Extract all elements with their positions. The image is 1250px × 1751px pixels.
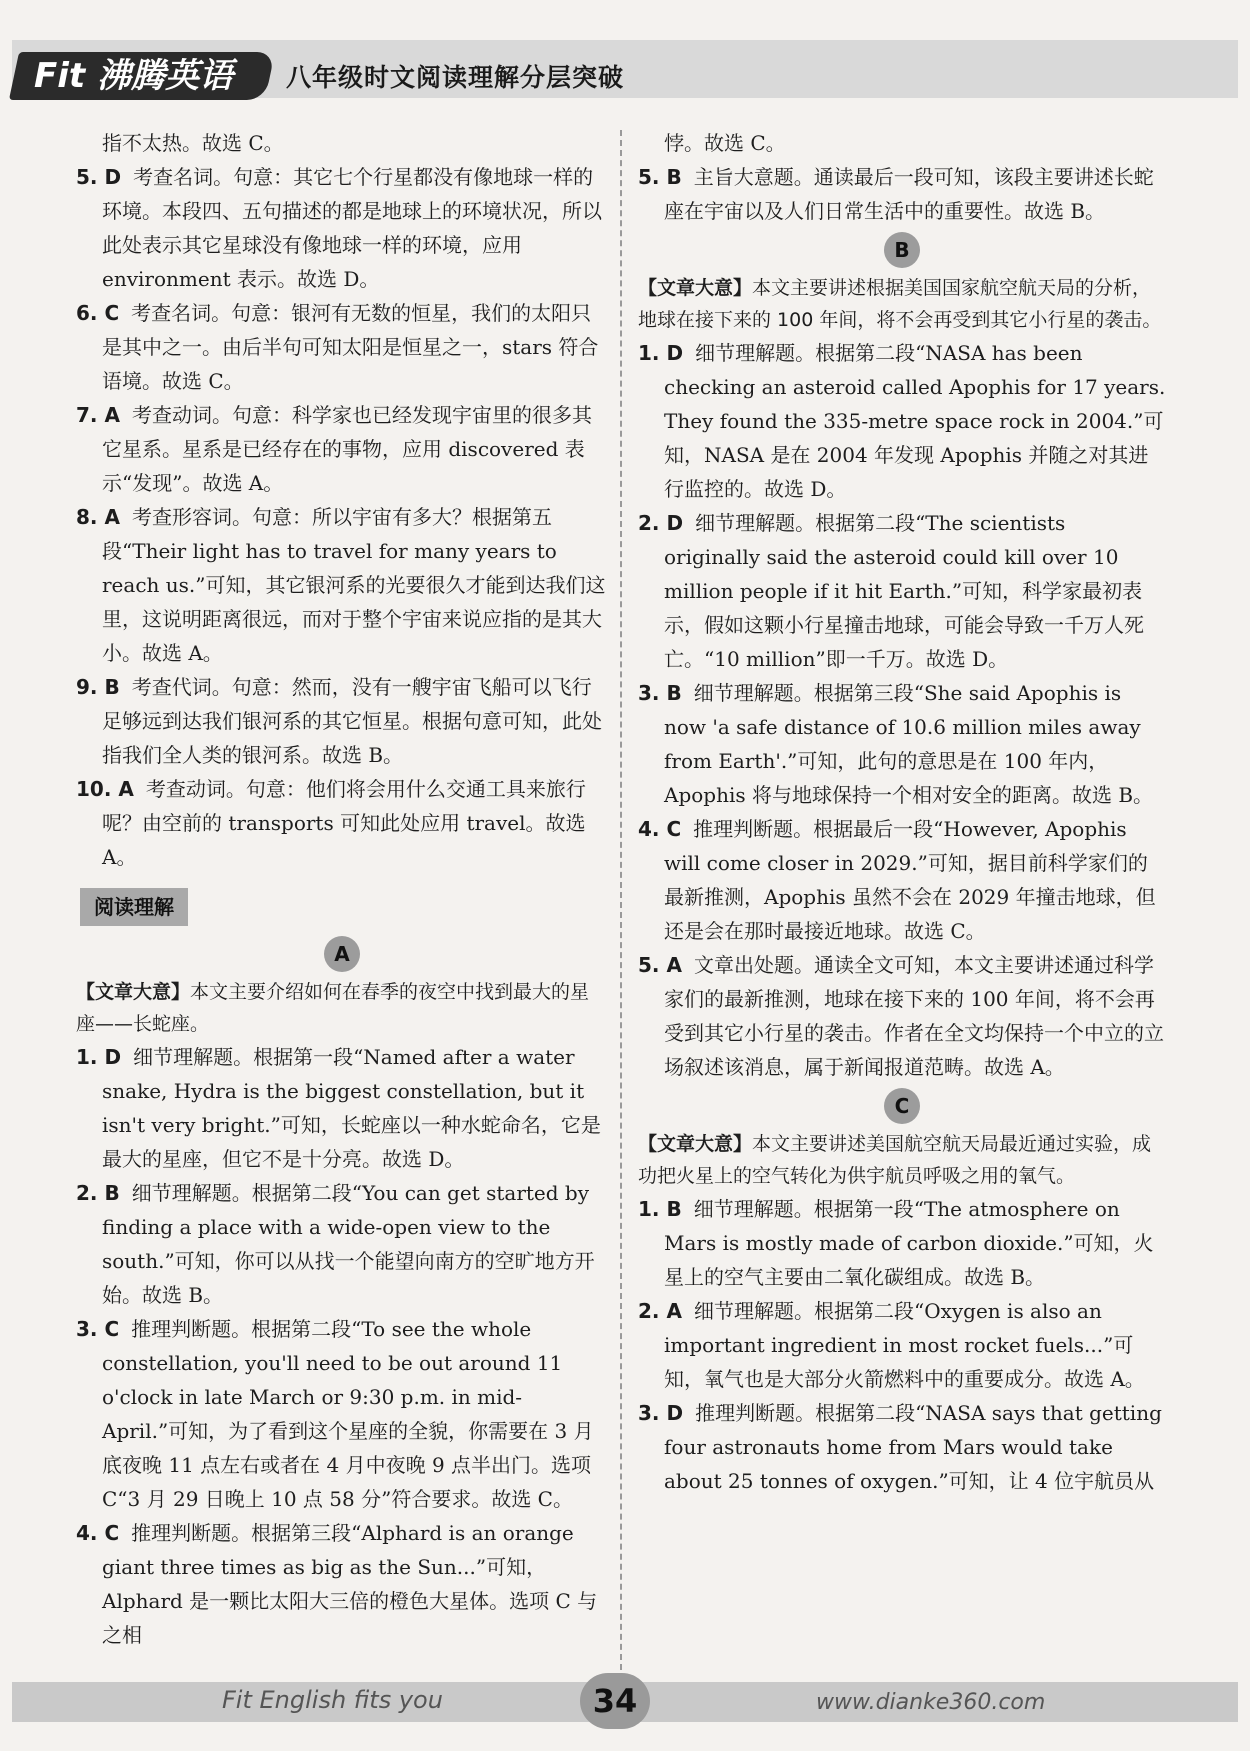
answer-item xyxy=(76,670,608,772)
answer-explanation: 考查形容词。句意：所以宇宙有多大？根据第五段“Their light has to travel for many years to reach us.”可知，其它银河系的光要很久才能到达我们这里，这说明距离很远，而对于整个宇宙来说应指的是其大小。故选 A。 xyxy=(102,505,606,665)
answer-item xyxy=(76,1312,608,1516)
answer-number: 5. A xyxy=(638,953,682,977)
answer-explanation: 细节理解题。根据第二段“NASA has been checking an asteroid called Apophis for 17 years. They found the 335-metre space rock in 2004.”可知，NASA 是在 2004 年发现 Apophis 并随之对其进行监控的。故选 D。 xyxy=(664,341,1166,501)
answer-explanation: 推理判断题。根据第二段“NASA says that getting four astronauts home from Mars would take about 25 tonnes of oxygen.”可知，让 4 位宇航员从 xyxy=(664,1401,1162,1493)
brand-logo-text: Fit 沸腾英语 xyxy=(34,56,233,96)
answer-item xyxy=(638,160,1166,228)
answer-explanation: 细节理解题。根据第一段“The atmosphere on Mars is mostly made of carbon dioxide.”可知，火星上的空气主要由二氧化碳组成。故选 B。 xyxy=(664,1197,1154,1289)
footer-slogan: Fit English fits you xyxy=(222,1686,443,1714)
answer-explanation: 考查名词。句意：其它七个行星都没有像地球一样的环境。本段四、五句描述的都是地球上的环境状况，所以此处表示其它星球没有像地球一样的环境，应用 environment 表示。故选 D。 xyxy=(102,165,602,291)
answer-number: 8. A xyxy=(76,505,120,529)
answer-item xyxy=(76,160,608,296)
answer-item xyxy=(638,948,1166,1084)
answer-item xyxy=(76,398,608,500)
summary-b xyxy=(638,272,1166,336)
left-column xyxy=(76,126,608,1652)
answer-number: 2. B xyxy=(76,1181,120,1205)
answer-number: 9. B xyxy=(76,675,120,699)
answer-item xyxy=(638,812,1166,948)
answer-number: 3. D xyxy=(638,1401,684,1425)
answer-explanation: 考查动词。句意：科学家也已经发现宇宙里的很多其它星系。星系是已经存在的事物，应用 discovered 表示“发现”。故选 A。 xyxy=(102,403,592,495)
answer-explanation: 细节理解题。根据第一段“Named after a water snake, Hydra is the biggest constellation, but it isn't very bright.”可知，长蛇座以一种水蛇命名，它是最大的星座，但它不是十分亮。故选 D。 xyxy=(102,1045,601,1171)
section-heading: 阅读理解 xyxy=(80,888,188,926)
answer-number: 7. A xyxy=(76,403,120,427)
footer-website: www.dianke360.com xyxy=(816,1690,1046,1715)
answer-explanation: 细节理解题。根据第二段“You can get started by finding a place with a wide-open view to the south.”可知，你可以从找一个能望向南方的空旷地方开始。故选 B。 xyxy=(102,1181,595,1307)
answer-explanation: 细节理解题。根据第三段“She said Apophis is now 'a safe distance of 10.6 million miles away from Earth'.”可知，此句的意思是在 100 年内，Apophis 将与地球保持一个相对安全的距离。故选 B。 xyxy=(664,681,1154,807)
right-column xyxy=(638,126,1166,1498)
answer-number: 1. B xyxy=(638,1197,682,1221)
summary-text: 本文主要讲述美国航空航天局最近通过实验，成功把火星上的空气转化为供宇航员呼吸之用的氧气。 xyxy=(638,1133,1152,1187)
book-title: 八年级时文阅读理解分层突破 xyxy=(286,63,625,92)
summary-text: 本文主要介绍如何在春季的夜空中找到最大的星座——长蛇座。 xyxy=(76,981,590,1035)
answer-item xyxy=(638,1396,1166,1498)
continued-line: 指不太热。故选 C。 xyxy=(102,131,284,155)
answer-number: 2. A xyxy=(638,1299,682,1323)
summary-tag: 【文章大意】 xyxy=(638,277,753,299)
answer-explanation: 推理判断题。根据最后一段“However, Apophis will come closer in 2029.”可知，据目前科学家们的最新推测，Apophis 虽然不会在 2029 年撞击地球，但还是会在那时最接近地球。故选 C。 xyxy=(664,817,1156,943)
answer-item xyxy=(638,336,1166,506)
answer-explanation: 考查代词。句意：然而，没有一艘宇宙飞船可以飞行足够远到达我们银河系的其它恒星。根据句意可知，此处指我们全人类的银河系。故选 B。 xyxy=(102,675,602,767)
answer-number: 5. D xyxy=(76,165,122,189)
answer-explanation: 细节理解题。根据第二段“The scientists originally said the asteroid could kill over 10 million people if it hit Earth.”可知，科学家最初表示，假如这颗小行星撞击地球，可能会导致一千万人死亡。“10 million”即一千万。故选 D。 xyxy=(664,511,1144,671)
answer-item xyxy=(76,296,608,398)
answer-item xyxy=(76,1040,608,1176)
answer-item xyxy=(638,676,1166,812)
passage-badge-a: A xyxy=(324,936,360,972)
answer-explanation: 主旨大意题。通读最后一段可知，该段主要讲述长蛇座在宇宙以及人们日常生活中的重要性。故选 B。 xyxy=(664,165,1154,223)
column-divider xyxy=(620,130,622,1680)
answer-number: 1. D xyxy=(638,341,684,365)
answer-explanation: 考查名词。句意：银河有无数的恒星，我们的太阳只是其中之一。由后半句可知太阳是恒星之一，stars 符合语境。故选 C。 xyxy=(102,301,599,393)
summary-tag: 【文章大意】 xyxy=(76,981,191,1003)
answer-item xyxy=(76,1516,608,1652)
passage-badge-b: B xyxy=(884,232,920,268)
summary-tag: 【文章大意】 xyxy=(638,1133,753,1155)
answer-item xyxy=(76,500,608,670)
answer-item xyxy=(638,1192,1166,1294)
answer-number: 6. C xyxy=(76,301,120,325)
answer-item xyxy=(76,1176,608,1312)
answer-number: 3. C xyxy=(76,1317,120,1341)
answer-number: 2. D xyxy=(638,511,684,535)
answer-explanation: 推理判断题。根据第三段“Alphard is an orange giant three times as big as the Sun...”可知，Alphard 是一颗比太阳大三倍的橙色大星体。选项 C 与之相 xyxy=(102,1521,598,1647)
answer-number: 1. D xyxy=(76,1045,122,1069)
answer-number: 3. B xyxy=(638,681,682,705)
summary-c xyxy=(638,1128,1166,1192)
answer-number: 4. C xyxy=(638,817,682,841)
answer-item xyxy=(76,772,608,874)
answer-item xyxy=(638,506,1166,676)
answer-explanation: 文章出处题。通读全文可知，本文主要讲述通过科学家们的最新推测，地球在接下来的 100 年间，将不会再受到其它小行星的袭击。作者在全文均保持一个中立的立场叙述该消息，属于新闻报道范畴。故选 A。 xyxy=(664,953,1164,1079)
answer-number: 5. B xyxy=(638,165,682,189)
summary-a xyxy=(76,976,608,1040)
answer-number: 4. C xyxy=(76,1521,120,1545)
answer-explanation: 细节理解题。根据第二段“Oxygen is also an important ingredient in most rocket fuels...”可知，氧气也是大部分火箭燃料中的重要成分。故选 A。 xyxy=(664,1299,1145,1391)
summary-text: 本文主要讲述根据美国国家航空航天局的分析，地球在接下来的 100 年间，将不会再受到其它小行星的袭击。 xyxy=(638,277,1162,331)
continued-line: 悖。故选 C。 xyxy=(664,131,786,155)
answer-explanation: 推理判断题。根据第二段“To see the whole constellation, you'll need to be out around 11 o'clock in late March or 9:30 p.m. in mid-April.”可知，为了看到这个星座的全貌，你需要在 3 月底夜晚 11 点左右或者在 4 月中夜晚 9 点半出门。选项 C“3 月 29 日晚上 10 点 58 分”符合要求。故选 C。 xyxy=(102,1317,594,1511)
page-number: 34 xyxy=(580,1673,650,1729)
answer-number: 10. A xyxy=(76,777,134,801)
answer-explanation: 考查动词。句意：他们将会用什么交通工具来旅行呢？由空前的 transports 可知此处应用 travel。故选 A。 xyxy=(102,777,586,869)
passage-badge-c: C xyxy=(884,1088,920,1124)
answer-item xyxy=(638,1294,1166,1396)
